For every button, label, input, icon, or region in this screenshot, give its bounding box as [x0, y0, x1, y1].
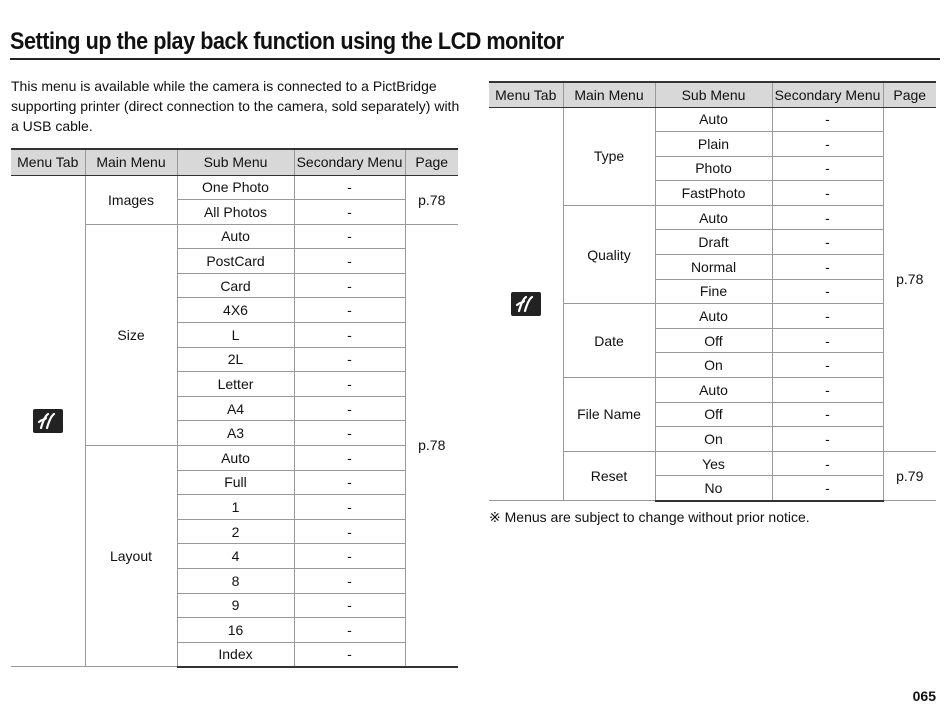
- pictbridge-icon: [33, 409, 63, 433]
- menu-tab-cell: [11, 175, 85, 667]
- secondary-menu-cell: -: [294, 224, 405, 249]
- secondary-menu-cell: -: [294, 569, 405, 594]
- header-page: Page: [405, 149, 458, 175]
- main-menu-cell: Quality: [563, 205, 655, 303]
- sub-menu-cell: 4: [177, 544, 294, 569]
- main-menu-cell: Layout: [85, 446, 177, 667]
- sub-menu-cell: 2: [177, 519, 294, 544]
- secondary-menu-cell: -: [772, 205, 883, 230]
- header-secondary-menu: Secondary Menu: [772, 82, 883, 107]
- sub-menu-cell: Auto: [177, 446, 294, 471]
- secondary-menu-cell: -: [772, 156, 883, 181]
- main-menu-cell: Date: [563, 304, 655, 378]
- secondary-menu-cell: -: [294, 642, 405, 667]
- secondary-menu-cell: -: [294, 249, 405, 274]
- table-row: [489, 107, 936, 132]
- header-main-menu: Main Menu: [563, 82, 655, 107]
- header-secondary-menu: Secondary Menu: [294, 149, 405, 175]
- secondary-menu-cell: -: [294, 495, 405, 520]
- main-menu-cell: File Name: [563, 378, 655, 452]
- secondary-menu-cell: -: [294, 347, 405, 372]
- sub-menu-cell: 8: [177, 569, 294, 594]
- sub-menu-cell: Fine: [655, 279, 772, 304]
- secondary-menu-cell: -: [772, 451, 883, 476]
- secondary-menu-cell: -: [772, 230, 883, 255]
- sub-menu-cell: On: [655, 353, 772, 378]
- secondary-menu-cell: -: [294, 618, 405, 643]
- main-menu-cell: Reset: [563, 451, 655, 500]
- sub-menu-cell: No: [655, 476, 772, 501]
- menu-table-right: [489, 81, 936, 502]
- sub-menu-cell: 9: [177, 593, 294, 618]
- sub-menu-cell: Letter: [177, 372, 294, 397]
- main-menu-cell: Type: [563, 107, 655, 205]
- sub-menu-cell: Auto: [655, 378, 772, 403]
- menu-table-left: [11, 148, 458, 668]
- sub-menu-cell: FastPhoto: [655, 181, 772, 206]
- secondary-menu-cell: -: [772, 328, 883, 353]
- secondary-menu-cell: -: [294, 421, 405, 446]
- menu-tab-cell: [489, 107, 563, 501]
- sub-menu-cell: Index: [177, 642, 294, 667]
- sub-menu-cell: Full: [177, 470, 294, 495]
- sub-menu-cell: Off: [655, 402, 772, 427]
- sub-menu-cell: 4X6: [177, 298, 294, 323]
- secondary-menu-cell: -: [294, 200, 405, 225]
- sub-menu-cell: Auto: [655, 304, 772, 329]
- header-menu-tab: Menu Tab: [489, 82, 563, 107]
- sub-menu-cell: Off: [655, 328, 772, 353]
- secondary-menu-cell: -: [772, 255, 883, 280]
- secondary-menu-cell: -: [772, 476, 883, 501]
- table-header-row: [489, 82, 936, 107]
- page-cell: p.79: [883, 451, 936, 500]
- header-sub-menu: Sub Menu: [655, 82, 772, 107]
- secondary-menu-cell: -: [294, 544, 405, 569]
- sub-menu-cell: PostCard: [177, 249, 294, 274]
- sub-menu-cell: 1: [177, 495, 294, 520]
- sub-menu-cell: Photo: [655, 156, 772, 181]
- sub-menu-cell: Draft: [655, 230, 772, 255]
- secondary-menu-cell: -: [772, 107, 883, 132]
- secondary-menu-cell: -: [772, 427, 883, 452]
- change-notice: ※ Menus are subject to change without prior notice.: [489, 509, 810, 525]
- secondary-menu-cell: -: [772, 378, 883, 403]
- header-sub-menu: Sub Menu: [177, 149, 294, 175]
- secondary-menu-cell: -: [294, 298, 405, 323]
- sub-menu-cell: A3: [177, 421, 294, 446]
- page-title: Setting up the play back function using the LCD monitor: [10, 28, 564, 55]
- title-divider: [10, 58, 940, 60]
- secondary-menu-cell: -: [772, 132, 883, 157]
- secondary-menu-cell: -: [294, 323, 405, 348]
- header-menu-tab: Menu Tab: [11, 149, 85, 175]
- main-menu-cell: Images: [85, 175, 177, 224]
- secondary-menu-cell: -: [772, 304, 883, 329]
- sub-menu-cell: One Photo: [177, 175, 294, 200]
- secondary-menu-cell: -: [294, 396, 405, 421]
- secondary-menu-cell: -: [772, 402, 883, 427]
- secondary-menu-cell: -: [294, 446, 405, 471]
- table-row: [11, 175, 458, 200]
- sub-menu-cell: All Photos: [177, 200, 294, 225]
- page-number: 065: [912, 688, 936, 704]
- secondary-menu-cell: -: [294, 519, 405, 544]
- sub-menu-cell: Auto: [655, 107, 772, 132]
- secondary-menu-cell: -: [294, 372, 405, 397]
- sub-menu-cell: 2L: [177, 347, 294, 372]
- main-menu-cell: Size: [85, 224, 177, 445]
- secondary-menu-cell: -: [772, 353, 883, 378]
- table-header-row: [11, 149, 458, 175]
- page-cell: p.78: [405, 224, 458, 667]
- secondary-menu-cell: -: [294, 273, 405, 298]
- header-main-menu: Main Menu: [85, 149, 177, 175]
- page-cell: p.78: [405, 175, 458, 224]
- secondary-menu-cell: -: [772, 181, 883, 206]
- sub-menu-cell: Auto: [177, 224, 294, 249]
- pictbridge-icon: [511, 292, 541, 316]
- sub-menu-cell: A4: [177, 396, 294, 421]
- sub-menu-cell: Yes: [655, 451, 772, 476]
- page-cell: p.78: [883, 107, 936, 451]
- secondary-menu-cell: -: [772, 279, 883, 304]
- sub-menu-cell: L: [177, 323, 294, 348]
- intro-text: This menu is available while the camera is connected to a PictBridge supporting printer (direct connection to the camera, sold separately) with a USB cable.: [11, 78, 460, 134]
- sub-menu-cell: Normal: [655, 255, 772, 280]
- sub-menu-cell: On: [655, 427, 772, 452]
- secondary-menu-cell: -: [294, 470, 405, 495]
- sub-menu-cell: 16: [177, 618, 294, 643]
- secondary-menu-cell: -: [294, 175, 405, 200]
- sub-menu-cell: Card: [177, 273, 294, 298]
- header-page: Page: [883, 82, 936, 107]
- sub-menu-cell: Auto: [655, 205, 772, 230]
- sub-menu-cell: Plain: [655, 132, 772, 157]
- secondary-menu-cell: -: [294, 593, 405, 618]
